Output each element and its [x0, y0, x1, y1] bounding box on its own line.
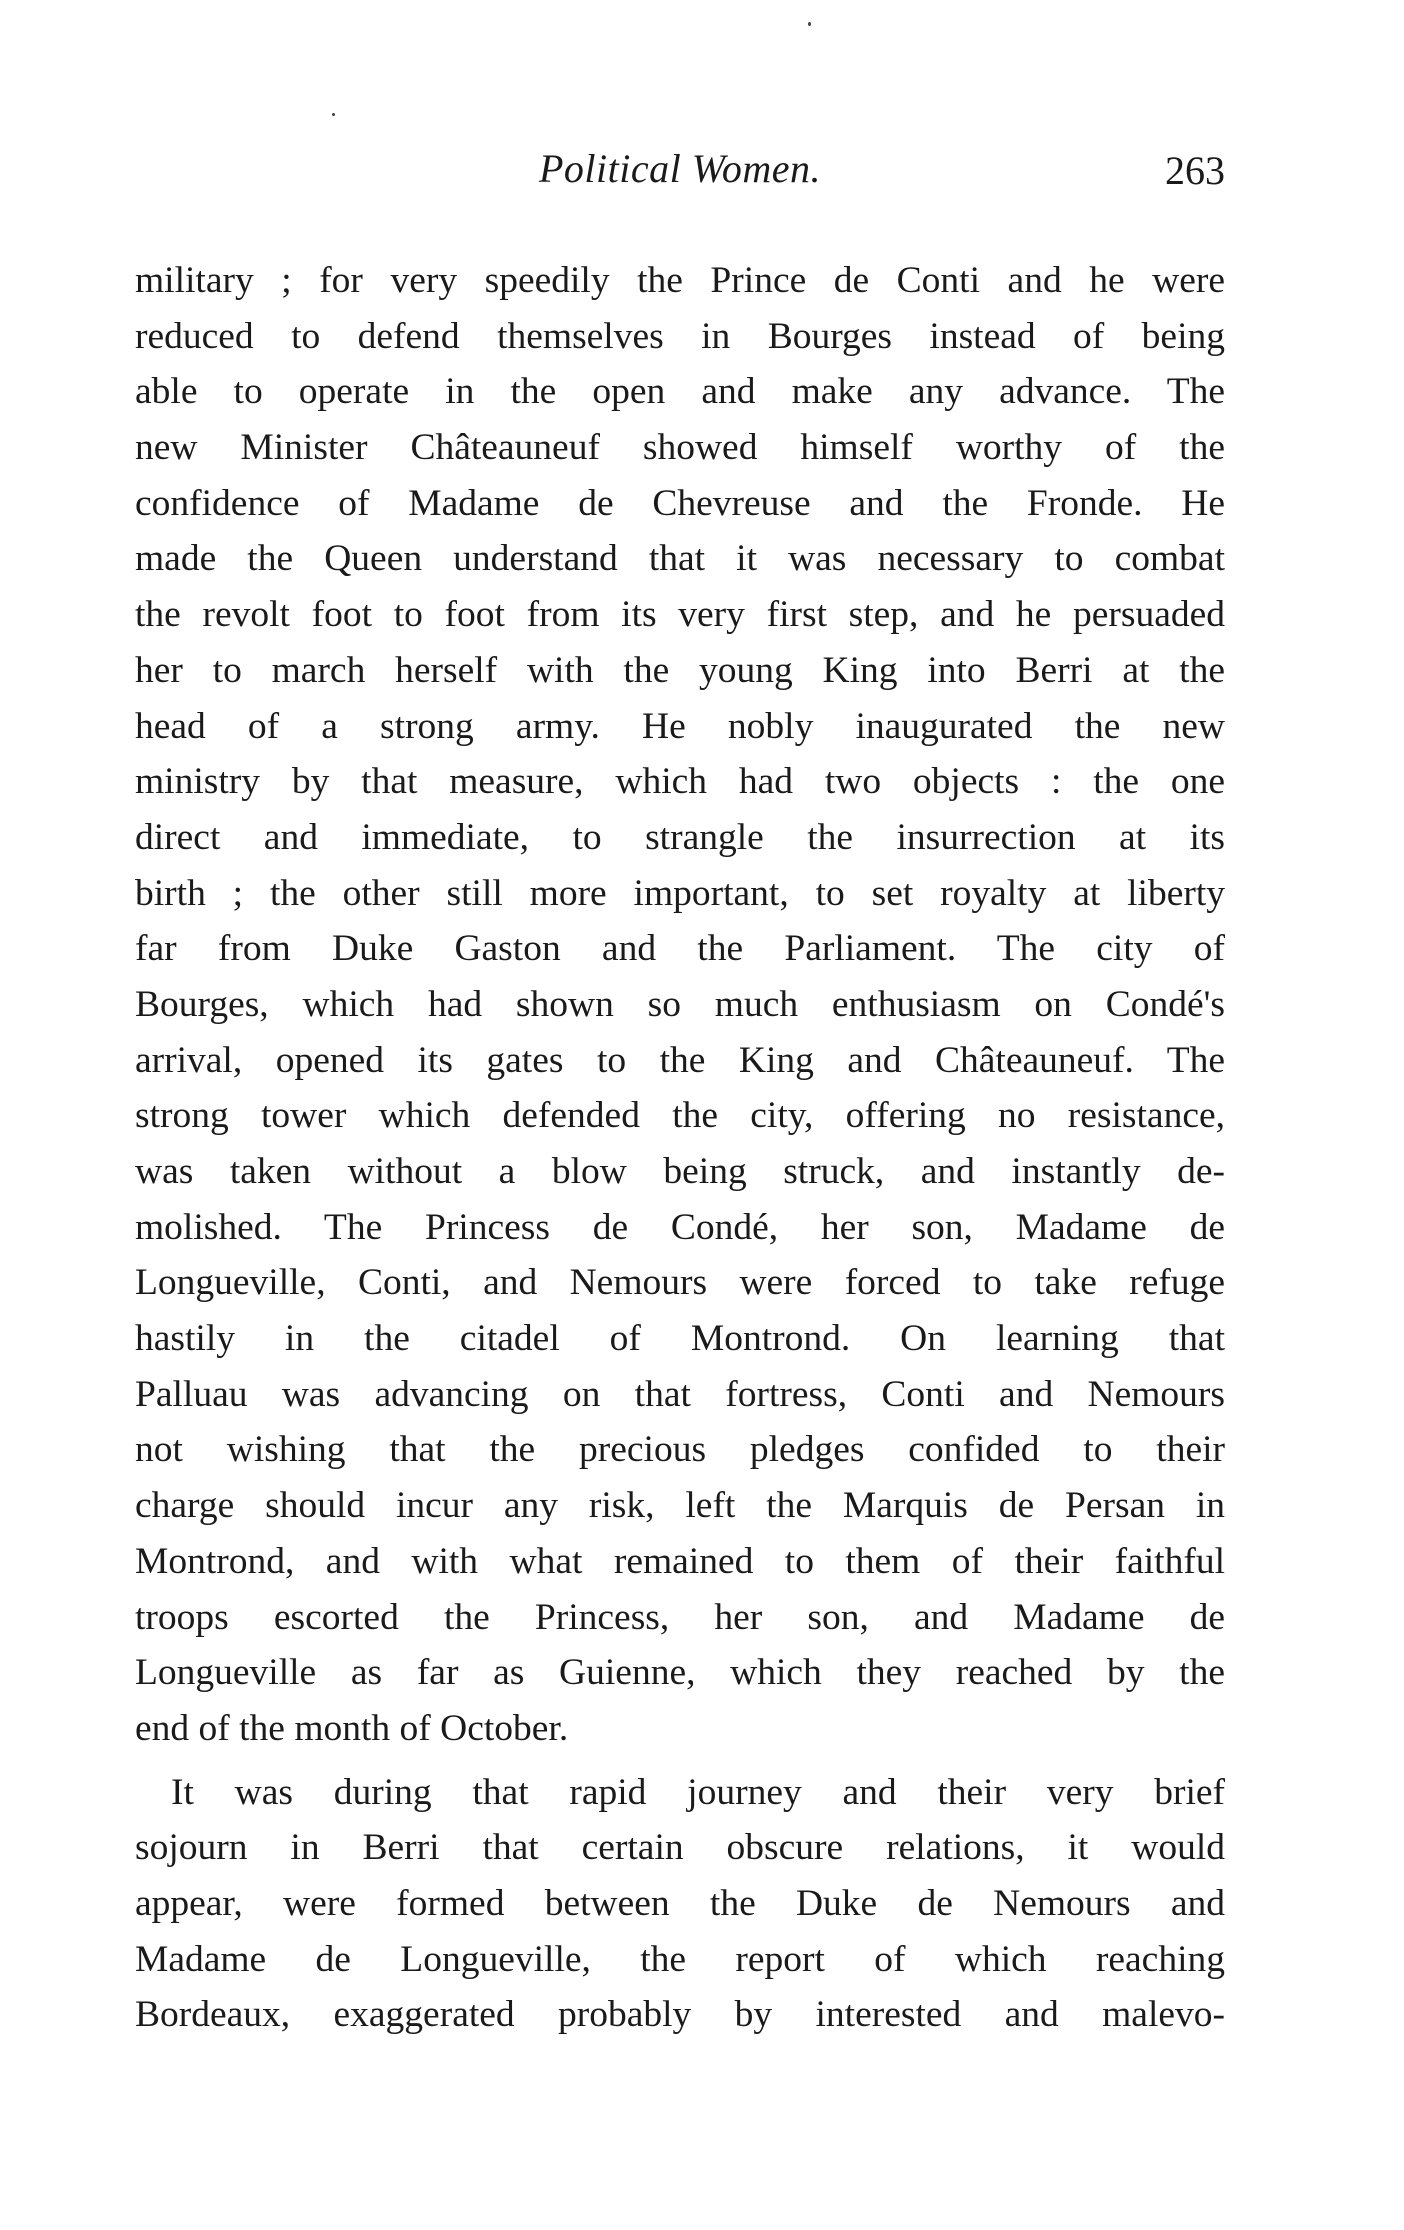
- text-line: troops escorted the Princess, her son, and Madame de: [135, 1596, 1225, 1638]
- text-line: It was during that rapid journey and their very brief: [171, 1771, 1225, 1813]
- text-line: her to march herself with the young King into Berri at the: [135, 649, 1225, 691]
- text-line: Longueville, Conti, and Nemours were forced to take refuge: [135, 1262, 1225, 1304]
- text-line: was taken without a blow being struck, and instantly de-: [135, 1151, 1225, 1192]
- text-line: charge should incur any risk, left the Marquis de Persan in: [135, 1485, 1225, 1527]
- text-line: able to operate in the open and make any advance. The: [135, 371, 1225, 413]
- text-line: Palluau was advancing on that fortress, Conti and Nemours: [135, 1373, 1225, 1415]
- text-line: molished. The Princess de Condé, her son, Madame de: [135, 1206, 1225, 1248]
- paragraph: [135, 1765, 1225, 2043]
- text-line: end of the month of October.: [135, 1707, 569, 1749]
- text-line: Bordeaux, exaggerated probably by interested and malevo-: [135, 1994, 1225, 2036]
- text-line: made the Queen understand that it was necessary to combat: [135, 538, 1225, 580]
- text-line: birth ; the other still more important, to set royalty at liberty: [135, 872, 1225, 914]
- paragraph-gap: [135, 1757, 1225, 1765]
- text-line: Madame de Longueville, the report of which reaching: [135, 1938, 1225, 1980]
- print-speck: [808, 22, 811, 26]
- text-line: far from Duke Gaston and the Parliament. The city of: [135, 928, 1225, 970]
- text-line: the revolt foot to foot from its very first step, and he persuaded: [135, 594, 1225, 636]
- text-line: reduced to defend themselves in Bourges instead of being: [135, 315, 1225, 357]
- text-line: confidence of Madame de Chevreuse and the Fronde. He: [135, 482, 1225, 524]
- running-title: Political Women.: [538, 146, 822, 191]
- body-text: [135, 253, 1225, 2043]
- text-line: Longueville as far as Guienne, which they reached by the: [135, 1652, 1225, 1694]
- text-line: new Minister Châteauneuf showed himself worthy of the: [135, 427, 1225, 469]
- text-line: appear, were formed between the Duke de Nemours and: [135, 1882, 1225, 1924]
- text-line: strong tower which defended the city, offering no resistance,: [135, 1095, 1225, 1137]
- print-speck: [332, 113, 335, 116]
- text-line: arrival, opened its gates to the King and Châteauneuf. The: [135, 1039, 1225, 1081]
- text-line: hastily in the citadel of Montrond. On learning that: [135, 1318, 1225, 1360]
- text-line: head of a strong army. He nobly inaugurated the new: [135, 705, 1225, 747]
- text-line: ministry by that measure, which had two objects : the one: [135, 761, 1225, 803]
- text-line: sojourn in Berri that certain obscure relations, it would: [135, 1827, 1225, 1869]
- text-line: Montrond, and with what remained to them of their faithful: [135, 1540, 1225, 1582]
- text-line: not wishing that the precious pledges confided to their: [135, 1429, 1225, 1471]
- text-line: military ; for very speedily the Prince de Conti and he were: [135, 260, 1225, 301]
- text-line: direct and immediate, to strangle the insurrection at its: [135, 816, 1225, 858]
- page-number: 263: [1165, 148, 1225, 193]
- page-header: [135, 145, 1225, 205]
- paragraph: [135, 253, 1225, 1757]
- text-line: Bourges, which had shown so much enthusiasm on Condé's: [135, 983, 1225, 1025]
